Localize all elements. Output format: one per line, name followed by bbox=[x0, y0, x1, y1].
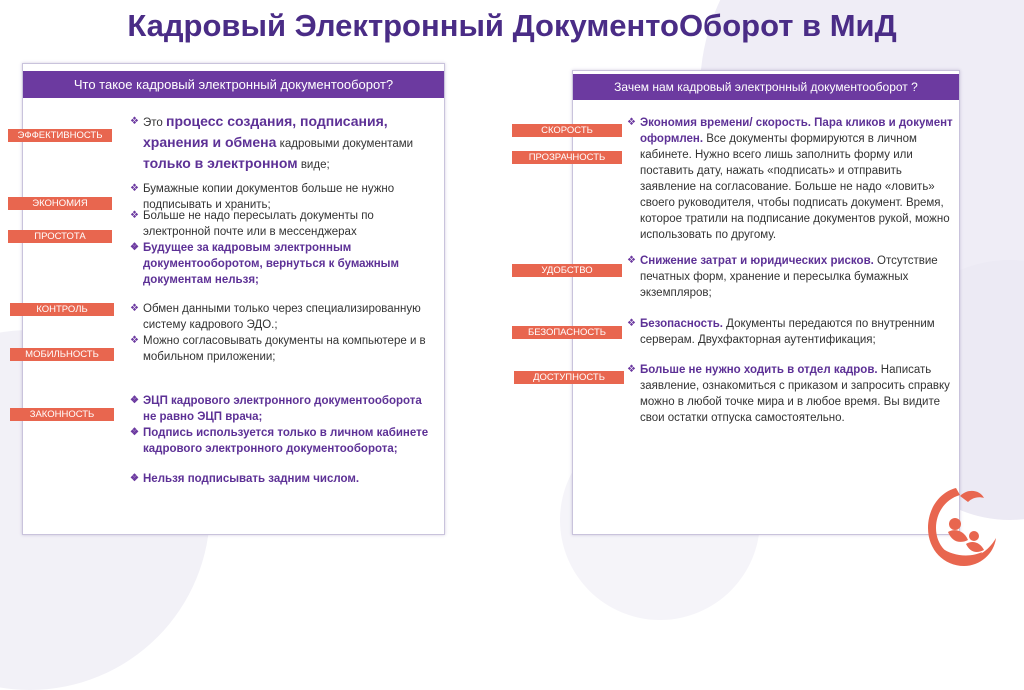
tag-economy: ЭКОНОМИЯ bbox=[8, 197, 112, 210]
bird-logo-icon bbox=[922, 482, 1000, 568]
tag-legality: ЗАКОННОСТЬ bbox=[10, 408, 114, 421]
diamond-bullet-icon: ❖ bbox=[627, 117, 636, 128]
tag-security: БЕЗОПАСНОСТЬ bbox=[512, 326, 622, 339]
right-bullet-3: ❖ Безопасность. Документы передаются по внутренним серверам. Двухфакторная аутентификация; bbox=[627, 318, 935, 346]
left-bullet-5: ❖ Обмен данными только через специализированную систему кадрового ЭДО.; bbox=[130, 303, 421, 331]
left-bullet-4: ❖ Будущее за кадровым электронным документооборотом, вернуться к бумажным документам нельзя; bbox=[130, 242, 399, 286]
left-bullet-3: ❖ Больше не надо пересылать документы по электронной почте или в мессенджерах bbox=[130, 210, 374, 238]
diamond-bullet-icon: ❖ bbox=[627, 318, 636, 329]
tag-speed: СКОРОСТЬ bbox=[512, 124, 622, 137]
diamond-bullet-icon: ❖ bbox=[130, 183, 139, 194]
tag-mobility: МОБИЛЬНОСТЬ bbox=[10, 348, 114, 361]
right-bullet-2: ❖ Снижение затрат и юридических рисков. Отсутствие печатных форм, хранение и пересылка бумажных экземпляров; bbox=[627, 255, 938, 299]
left-panel-header: Что такое кадровый электронный документооборот? bbox=[23, 71, 444, 98]
left-bullet-2: ❖ Бумажные копии документов больше не нужно подписывать и хранить; bbox=[130, 183, 395, 211]
diamond-bullet-icon: ❖ bbox=[130, 335, 139, 346]
tag-convenience: УДОБСТВО bbox=[512, 264, 622, 277]
diamond-bullet-icon: ❖ bbox=[130, 427, 139, 438]
right-bullet-1: ❖ Экономия времени/ скорость. Пара кликов и документ оформлен. Все документы формируются в личном кабинете. Нужно всего лишь заполнить форму или поставить дату, нажать «подписать» и отправить заявление на согласование. Больше не надо «ловить» своего руководителя, чтобы подписать документ. Время, которое тратили на подписание документов рукой, можно использовать по другому. bbox=[627, 117, 953, 241]
diamond-bullet-icon: ❖ bbox=[130, 395, 139, 406]
diamond-bullet-icon: ❖ bbox=[130, 210, 139, 221]
diamond-bullet-icon: ❖ bbox=[130, 303, 139, 314]
left-bullet-9: ❖ Нельзя подписывать задним числом. bbox=[130, 473, 360, 485]
diamond-bullet-icon: ❖ bbox=[130, 116, 139, 127]
left-bullet-7: ❖ ЭЦП кадрового электронного документооборота не равно ЭЦП врача; bbox=[130, 395, 422, 423]
left-bullet-8: ❖ Подпись используется только в личном кабинете кадрового электронного документооборота; bbox=[130, 427, 429, 455]
right-panel-header: Зачем нам кадровый электронный документооборот ? bbox=[573, 74, 959, 100]
left-bullet-6: ❖ Можно согласовывать документы на компьютере и в мобильном приложении; bbox=[130, 335, 426, 363]
diamond-bullet-icon: ❖ bbox=[130, 473, 139, 484]
diamond-bullet-icon: ❖ bbox=[627, 364, 636, 375]
diamond-bullet-icon: ❖ bbox=[627, 255, 636, 266]
tag-transparency: ПРОЗРАЧНОСТЬ bbox=[512, 151, 622, 164]
tag-accessibility: ДОСТУПНОСТЬ bbox=[514, 371, 624, 384]
left-bullet-1: ❖ Это процесс создания, подписания, хранения и обмена кадровыми документами только в электронном виде; bbox=[130, 113, 414, 171]
tag-control: КОНТРОЛЬ bbox=[10, 303, 114, 316]
tag-efficiency: ЭФФЕКТИВНОСТЬ bbox=[8, 129, 112, 142]
slide-title: Кадровый Электронный ДокументоОборот в МиД bbox=[127, 8, 897, 43]
right-bullet-4: ❖ Больше не нужно ходить в отдел кадров. Написать заявление, ознакомиться с приказом и запросить справку можно в любой точке мира и в любое время. Вы видите свои остатки отпуска самостоятельно. bbox=[627, 364, 950, 424]
right-panel bbox=[572, 70, 960, 535]
tag-simplicity: ПРОСТОТА bbox=[8, 230, 112, 243]
diamond-bullet-icon: ❖ bbox=[130, 242, 139, 253]
